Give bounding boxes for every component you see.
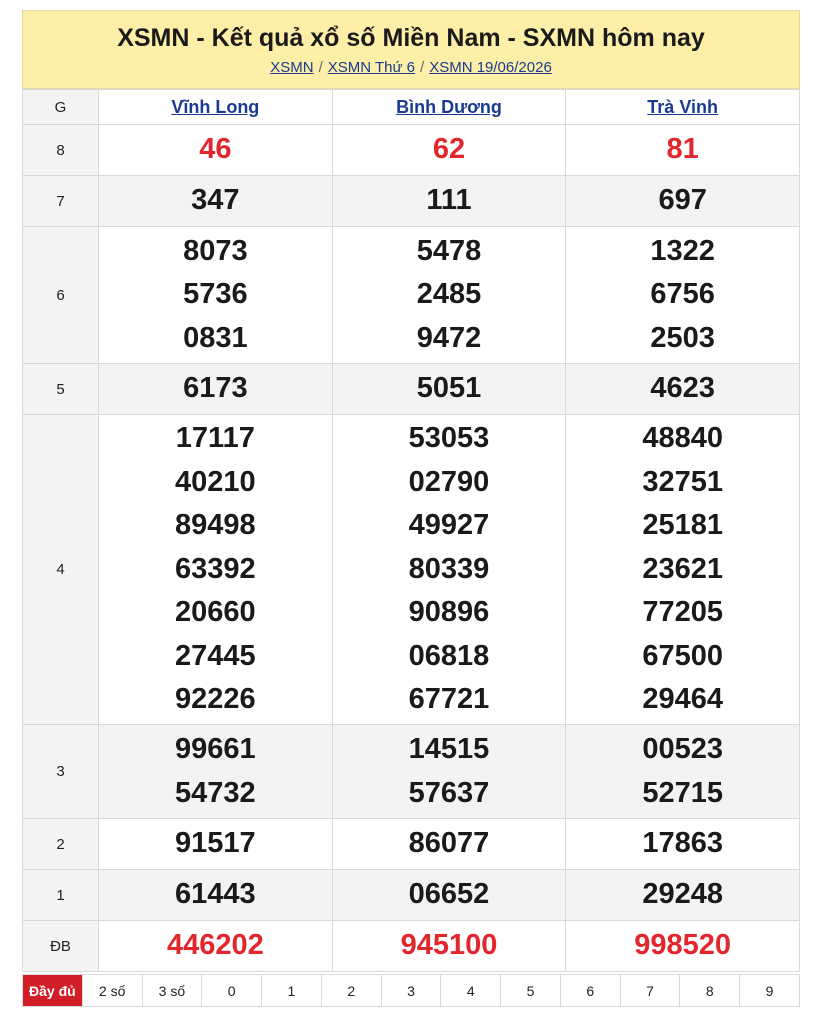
filter-button-full[interactable]: Đầy đủ: [23, 975, 83, 1006]
result-number: 53053: [408, 422, 490, 455]
result-number: 697: [658, 184, 707, 217]
result-cell: [99, 725, 333, 819]
result-cell: [99, 870, 333, 921]
filter-button[interactable]: 3: [382, 975, 442, 1006]
prize-label: 8: [23, 125, 99, 176]
result-number: 61443: [175, 878, 256, 911]
prize-row: [23, 176, 800, 227]
breadcrumb-separator: /: [318, 59, 323, 76]
result-cell: [99, 819, 333, 870]
result-cell: [99, 227, 333, 364]
filter-button[interactable]: 8: [680, 975, 740, 1006]
province-header: [332, 90, 566, 125]
result-cell: [99, 364, 333, 415]
result-number: 57637: [408, 776, 490, 809]
result-number: 48840: [642, 422, 723, 455]
prize-row: [23, 725, 800, 819]
breadcrumb-separator: /: [420, 59, 425, 76]
result-number: 06652: [408, 878, 490, 911]
result-number: 17117: [175, 422, 255, 455]
result-number: 17863: [642, 827, 723, 860]
result-number: 2485: [416, 278, 482, 311]
result-number: 111: [426, 184, 472, 217]
result-number: 5051: [416, 372, 482, 405]
province-header: [99, 90, 333, 125]
result-number: 8073: [183, 234, 248, 267]
result-number: 446202: [166, 929, 264, 962]
filter-button[interactable]: 9: [765, 982, 774, 999]
result-number: 2503: [650, 321, 715, 354]
page-title: XSMN - Kết quả xổ số Miền Nam - SXMN hôm nay: [117, 24, 705, 52]
result-number: 945100: [400, 929, 498, 962]
result-cell: [332, 870, 566, 921]
result-cell: [566, 125, 800, 176]
result-number: 347: [191, 184, 240, 217]
prize-row: [23, 364, 800, 415]
result-cell: [566, 364, 800, 415]
filter-button[interactable]: 1: [262, 975, 322, 1006]
province-link-binh-duong[interactable]: Bình Dương: [396, 96, 502, 117]
result-number: 998520: [634, 929, 732, 962]
result-cell: [99, 176, 333, 227]
results-table: [22, 89, 800, 972]
result-number: 29248: [642, 878, 723, 911]
prize-row: [23, 870, 800, 921]
result-number: 00523: [642, 733, 723, 765]
filter-button[interactable]: 3 số: [143, 975, 203, 1006]
breadcrumb-link-xsmn[interactable]: XSMN: [270, 59, 314, 76]
result-number: 54732: [175, 776, 256, 809]
prize-label: 1: [23, 870, 99, 921]
filter-button[interactable]: 5: [501, 975, 561, 1006]
result-number: 02790: [408, 465, 490, 498]
result-cell: [332, 364, 566, 415]
result-cell: [332, 227, 566, 364]
prize-label: 6: [23, 227, 99, 364]
prize-label: 5: [23, 364, 99, 415]
prize-row: [23, 415, 800, 725]
result-number: 63392: [175, 552, 256, 585]
result-number: 27445: [175, 639, 256, 672]
result-number: 25181: [642, 509, 723, 542]
prize-label: 2: [23, 819, 99, 870]
result-number: 90896: [408, 596, 490, 629]
result-cell: [332, 415, 566, 725]
prize-label: 4: [23, 415, 99, 725]
result-cell: [332, 176, 566, 227]
filter-button[interactable]: 6: [561, 975, 621, 1006]
result-number: 52715: [642, 776, 723, 809]
result-number: 29464: [642, 683, 723, 716]
prize-row: [23, 819, 800, 870]
province-header: [566, 90, 800, 125]
prize-label: 3: [23, 725, 99, 819]
result-number: 67500: [642, 639, 723, 672]
prize-label: ĐB: [23, 921, 99, 972]
result-number: 49927: [408, 509, 490, 542]
result-cell: [332, 125, 566, 176]
filter-button[interactable]: 2: [322, 975, 382, 1006]
result-number: 77205: [642, 596, 723, 629]
breadcrumb-link-date[interactable]: XSMN 19/06/2026: [429, 59, 552, 76]
prize-label: 7: [23, 176, 99, 227]
result-number: 92226: [175, 683, 256, 716]
result-number: 91517: [175, 827, 256, 860]
result-cell: [99, 125, 333, 176]
result-number: 5736: [183, 278, 248, 311]
result-cell: [566, 870, 800, 921]
result-number: 14515: [408, 733, 490, 765]
result-number: 0831: [183, 321, 248, 354]
result-number: 80339: [408, 552, 490, 585]
result-number: 06818: [408, 639, 490, 672]
result-number: 62: [432, 133, 466, 166]
result-cell: [332, 819, 566, 870]
breadcrumb-link-weekday[interactable]: XSMN Thứ 6: [327, 59, 416, 76]
results-panel: [22, 10, 800, 972]
filter-button[interactable]: 4: [441, 975, 501, 1006]
province-link-tra-vinh[interactable]: Trà Vinh: [647, 96, 718, 117]
result-cell: [566, 725, 800, 819]
result-cell: [332, 725, 566, 819]
result-number: 6756: [650, 278, 715, 311]
result-cell: [99, 415, 333, 725]
result-cell: [566, 819, 800, 870]
breadcrumb: [23, 59, 799, 76]
filter-button[interactable]: 2 số: [83, 975, 143, 1006]
digit-filter-bar: [22, 974, 800, 1007]
result-number: 9472: [416, 321, 482, 354]
results-header: [22, 10, 800, 89]
prize-row: [23, 921, 800, 972]
result-number: 86077: [408, 827, 490, 860]
result-number: 32751: [642, 465, 723, 498]
result-number: 40210: [175, 465, 256, 498]
prize-column-header: G: [23, 90, 99, 125]
result-number: 81: [666, 133, 699, 166]
result-cell: [566, 227, 800, 364]
result-number: 67721: [408, 683, 490, 716]
result-number: 23621: [642, 552, 723, 585]
result-number: 89498: [175, 509, 256, 542]
result-cell: [99, 921, 333, 972]
result-cell: [566, 415, 800, 725]
filter-button[interactable]: 7: [621, 975, 681, 1006]
result-cell: [566, 176, 800, 227]
filter-button[interactable]: 0: [202, 975, 262, 1006]
result-number: 46: [199, 133, 232, 166]
result-number: 6173: [183, 372, 248, 405]
result-number: 1322: [650, 234, 715, 267]
prize-row: [23, 227, 800, 364]
result-number: 99661: [175, 733, 256, 765]
province-link-vinh-long[interactable]: Vĩnh Long: [171, 96, 260, 117]
result-cell: [566, 921, 800, 972]
result-number: 4623: [650, 372, 715, 405]
result-number: 5478: [416, 234, 482, 267]
result-number: 20660: [175, 596, 256, 629]
prize-row: [23, 125, 800, 176]
result-cell: [332, 921, 566, 972]
table-header-row: [23, 90, 800, 125]
